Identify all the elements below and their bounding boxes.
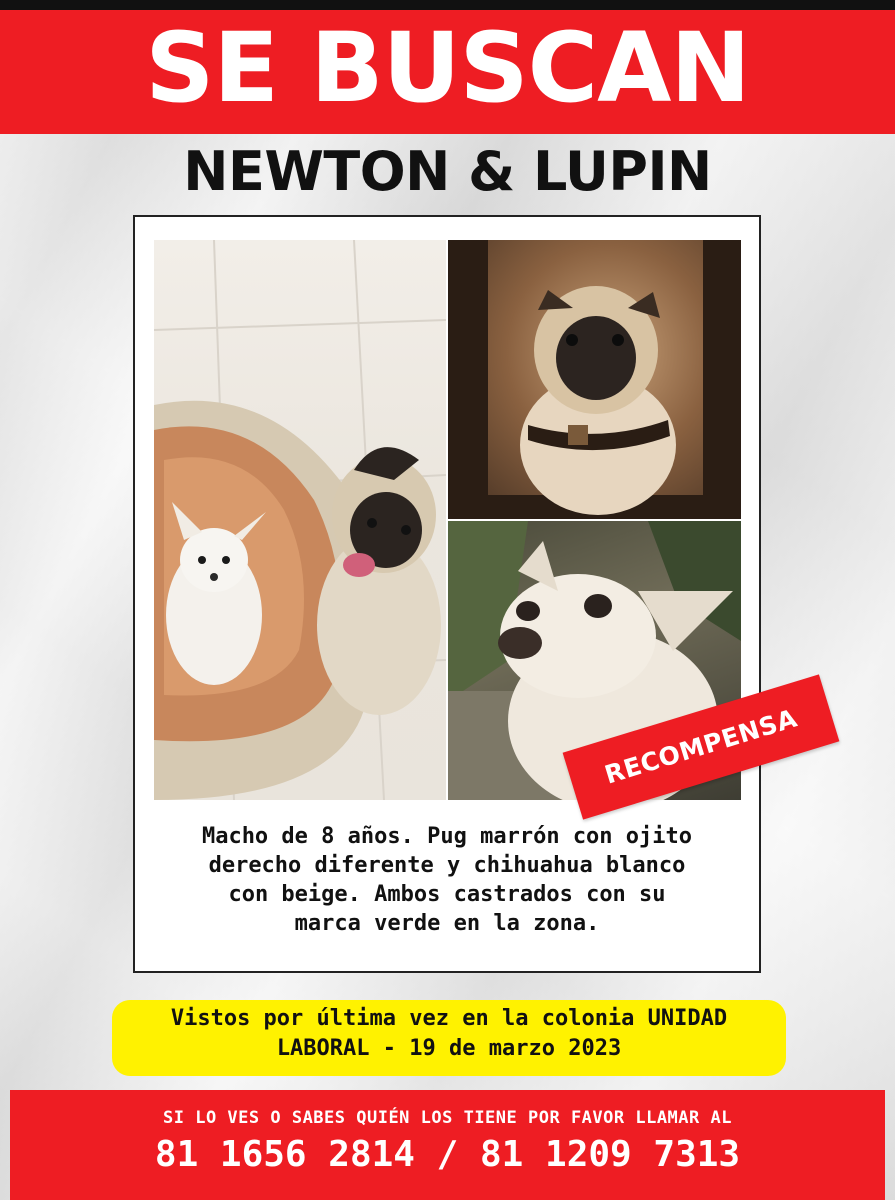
top-black-bar	[0, 0, 895, 10]
pug-portrait-image	[448, 240, 741, 519]
last-seen-line: Vistos por última vez en la colonia UNIDAD	[170, 1006, 728, 1031]
contact-phones: 81 1656 2814 / 81 1209 7313	[154, 1134, 741, 1175]
photo-pug-portrait	[448, 240, 741, 519]
dog-names: NEWTON & LUPIN	[183, 140, 712, 203]
photo-dogs-on-bed	[154, 240, 446, 800]
description-line: derecho diferente y chihuahua blanco	[208, 853, 686, 878]
dogs-on-bed-image	[154, 240, 446, 800]
contact-prompt: SI LO VES O SABES QUIÉN LOS TIENE POR FAVOR LLAMAR AL	[163, 1108, 732, 1128]
reward-badge: RECOMPENSA	[563, 674, 840, 819]
last-seen-line: LABORAL - 19 de marzo 2023	[276, 1036, 622, 1061]
last-seen-text	[112, 1004, 786, 1064]
description-line: marca verde en la zona.	[294, 911, 600, 936]
dog-description	[145, 822, 749, 938]
description-line: Macho de 8 años. Pug marrón con ojito	[201, 824, 693, 849]
description-line: con beige. Ambos castrados con su	[228, 882, 666, 907]
poster-title: SE BUSCAN	[145, 12, 750, 124]
